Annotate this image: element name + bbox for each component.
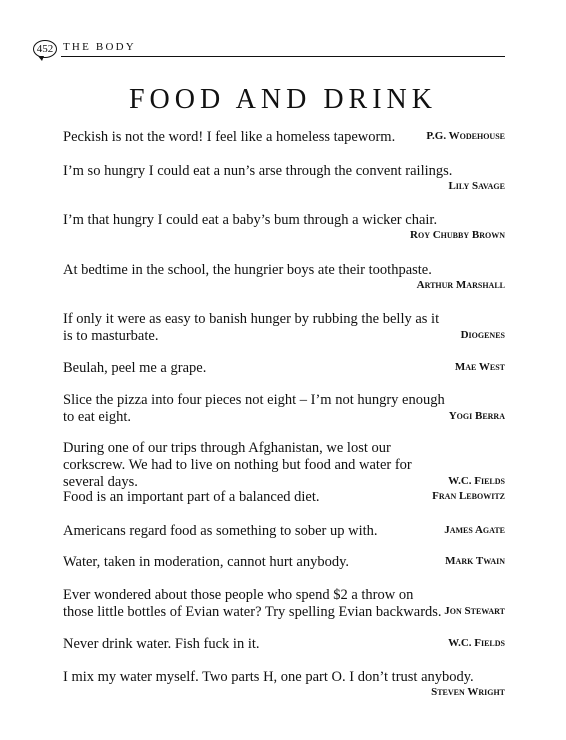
quote-text: At bedtime in the school, the hungrier boys ate their toothpaste.: [63, 262, 432, 278]
quote-text: If only it were as easy to banish hunger by rubbing the belly as it is to masturbate.: [63, 311, 440, 344]
quote-item: [63, 392, 505, 426]
quote-author: W.C. Fields: [448, 475, 505, 487]
quote-author: P.G. Wodehouse: [426, 130, 505, 142]
quote-item: [63, 360, 505, 377]
quote-author: Roy Chubby Brown: [410, 229, 505, 241]
quote-text: I’m so hungry I could eat a nun’s arse through the convent railings.: [63, 163, 453, 179]
running-header: [33, 40, 505, 58]
quote-item: [63, 129, 505, 146]
quote-item: [63, 636, 505, 653]
quote-author: Mark Twain: [445, 555, 505, 567]
quote-item: [63, 163, 505, 195]
quote-author: Jon Stewart: [444, 605, 505, 617]
page-number-badge: 452: [33, 40, 57, 58]
quote-author: Diogenes: [460, 329, 505, 341]
quote-text: Americans regard food as something to sober up with.: [63, 523, 378, 539]
quote-text: Beulah, peel me a grape.: [63, 360, 207, 376]
quote-author: Mae West: [454, 361, 505, 373]
quote-text: Water, taken in moderation, cannot hurt anybody.: [63, 554, 350, 570]
quote-item: [63, 212, 505, 244]
quote-text: I mix my water myself. Two parts H, one part O. I don’t trust anybody.: [63, 669, 474, 685]
quote-item: [63, 489, 505, 506]
page-title: FOOD AND DRINK: [128, 84, 437, 115]
quote-text: Peckish is not the word! I feel like a homeless tapeworm.: [63, 129, 396, 145]
quote-author: Steven Wright: [431, 686, 505, 698]
quote-author: Yogi Berra: [448, 410, 505, 422]
quote-item: [63, 440, 505, 491]
quote-item: [63, 262, 505, 294]
quote-item: [63, 669, 505, 701]
quote-text: Food is an important part of a balanced diet.: [63, 489, 320, 505]
quote-text: I’m that hungry I could eat a baby’s bum through a wicker chair.: [63, 212, 438, 228]
quote-text: During one of our trips through Afghanistan, we lost our corkscrew. We had to live on nothing but food and water for several days.: [63, 440, 412, 490]
quote-text: Never drink water. Fish fuck in it.: [63, 636, 260, 652]
quote-author: Fran Lebowitz: [432, 490, 505, 502]
quote-item: [63, 523, 505, 540]
quote-item: [63, 587, 505, 621]
quote-author: Lily Savage: [448, 180, 505, 192]
quote-author: James Agate: [444, 524, 505, 536]
quote-text: Ever wondered about those people who spend $2 a throw on those little bottles of Evian water? Try spelling Evian backwards.: [63, 587, 442, 620]
quote-text: Slice the pizza into four pieces not eight – I’m not hungry enough to eat eight.: [63, 392, 445, 425]
running-head-title: THE BODY: [63, 41, 136, 53]
quote-item: [63, 311, 505, 345]
header-rule: [61, 56, 505, 57]
quote-author: Arthur Marshall: [416, 279, 505, 291]
quote-item: [63, 554, 505, 571]
quote-author: W.C. Fields: [448, 637, 505, 649]
